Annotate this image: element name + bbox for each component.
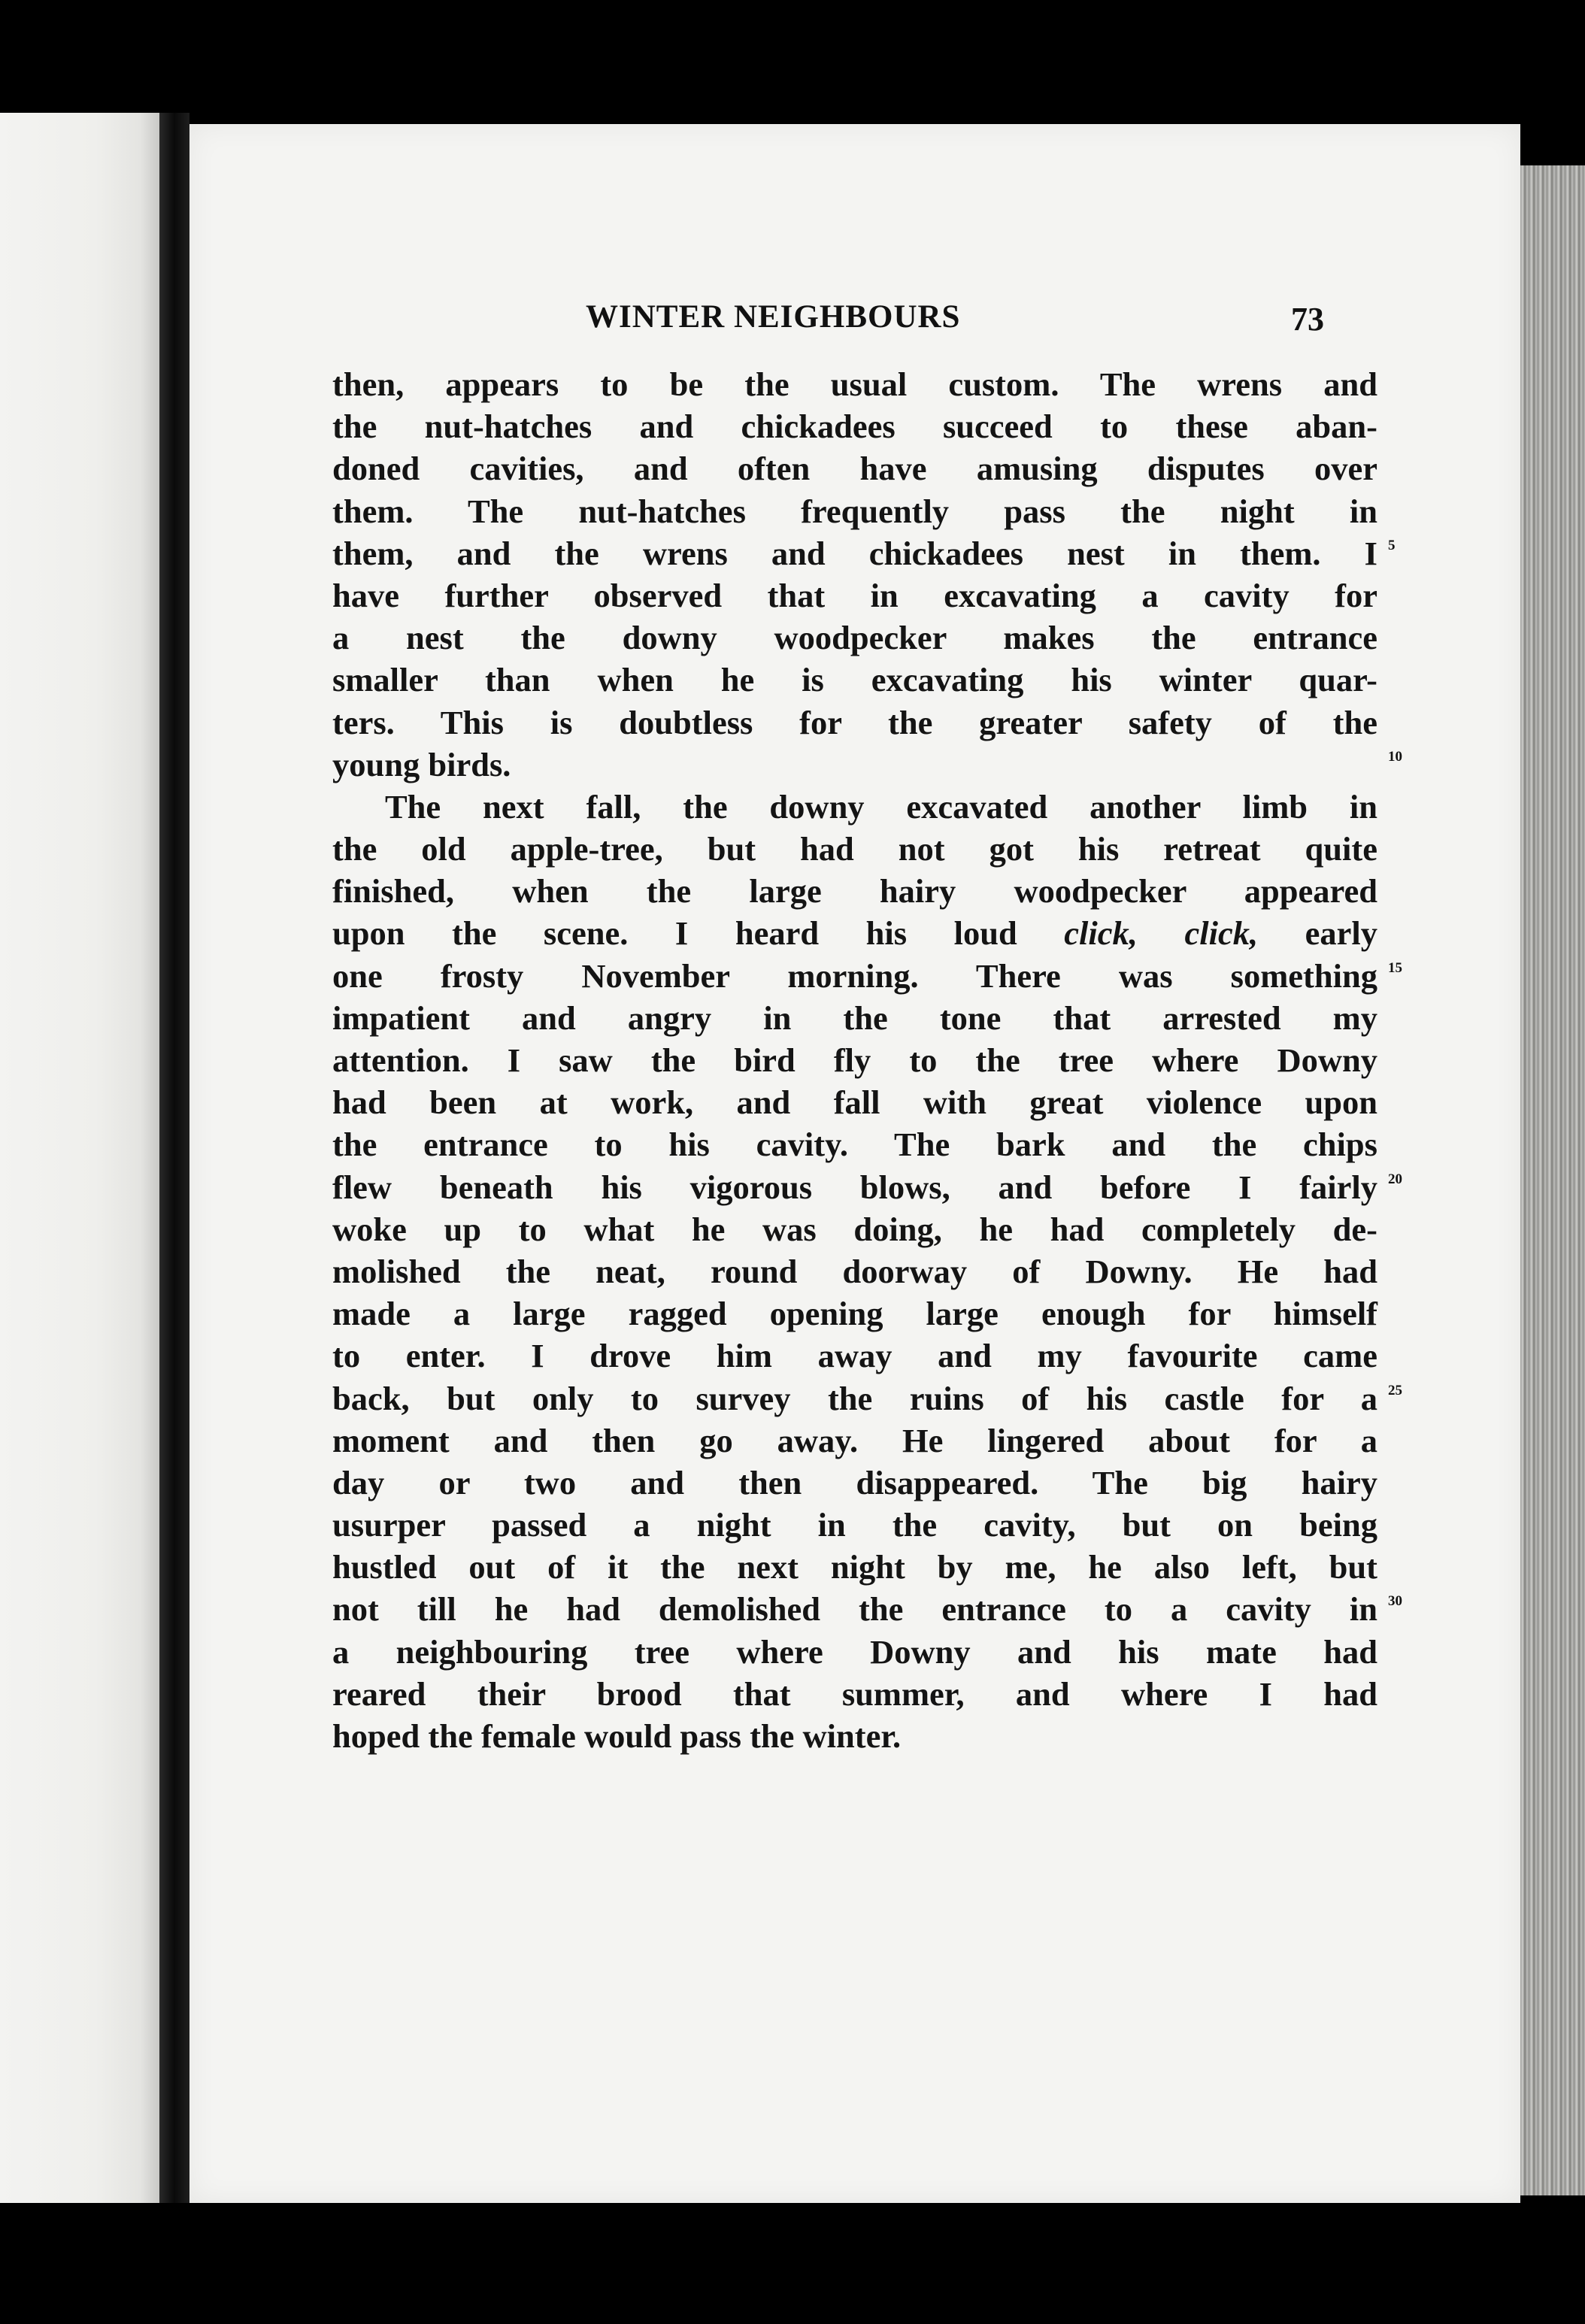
text-line: hustled out of it the next night by me, he also left, but [332, 1548, 1377, 1586]
line-number: 10 [1388, 748, 1402, 765]
text-line: smaller than when he is excavating his winter quar- [332, 661, 1377, 699]
text-line: had been at work, and fall with great violence upon [332, 1083, 1377, 1122]
text-line: flew beneath his vigorous blows, and before I fairly 20 [332, 1166, 1377, 1208]
text-line: day or two and then disappeared. The big hairy [332, 1463, 1377, 1501]
body-text [332, 363, 1402, 1757]
book-page [189, 124, 1520, 2203]
text-line: have further observed that in excavating a cavity for [332, 576, 1377, 614]
page-header [189, 298, 1520, 359]
text-line: one frosty November morning. There was something 15 [332, 955, 1377, 997]
line-number: 5 [1388, 537, 1396, 553]
text-line: doned cavities, and often have amusing disputes over [332, 450, 1377, 488]
text-line: then, appears to be the usual custom. The wrens and [332, 365, 1377, 403]
text-line: moment and then go away. He lingered about for a [332, 1421, 1377, 1459]
text-line: usurper passed a night in the cavity, but on being [332, 1506, 1377, 1544]
text-line: the nut-hatches and chickadees succeed to these aban- [332, 408, 1377, 446]
running-head: WINTER NEIGHBOURS [586, 299, 961, 335]
text-line: them. The nut-hatches frequently pass the night in [332, 492, 1377, 530]
text-line: young birds. 10 [332, 744, 1377, 786]
page-number: 73 [1291, 301, 1324, 338]
book-gutter [159, 113, 189, 2203]
text-line: made a large ragged opening large enough for himself [332, 1295, 1377, 1333]
text-line: finished, when the large hairy woodpecker appeared [332, 872, 1377, 911]
text-line: to enter. I drove him away and my favourite came [332, 1337, 1377, 1375]
text-line: a neighbouring tree where Downy and his mate had [332, 1632, 1377, 1671]
line-number: 15 [1388, 959, 1402, 976]
facing-page-edge [0, 113, 159, 2203]
italic-text: click, click, [1064, 914, 1259, 953]
text-line: upon the scene. I heard his loud click, click, early [332, 914, 1378, 953]
text-line: ters. This is doubtless for the greater safety of the [332, 703, 1377, 741]
text-line: molished the neat, round doorway of Downy. He had [332, 1252, 1377, 1290]
text-line: attention. I saw the bird fly to the tree where Downy [332, 1041, 1377, 1079]
text-line: not till he had demolished the entrance to a cavity in 30 [332, 1588, 1377, 1630]
page-stack-edge [1520, 165, 1585, 2195]
text-line: reared their brood that summer, and where I had [332, 1674, 1377, 1713]
text-line: woke up to what he was doing, he had completely de- [332, 1210, 1377, 1248]
line-number: 20 [1388, 1171, 1402, 1187]
text-line: the old apple-tree, but had not got his retreat quite [332, 830, 1377, 868]
line-number: 30 [1388, 1593, 1402, 1610]
text-line: back, but only to survey the ruins of his castle for a 25 [332, 1377, 1377, 1420]
text-line: a nest the downy woodpecker makes the entrance [332, 619, 1377, 657]
text-line: impatient and angry in the tone that arrested my [332, 998, 1377, 1037]
line-number: 25 [1388, 1382, 1402, 1398]
text-line: the entrance to his cavity. The bark and the chips [332, 1126, 1377, 1164]
text-line: them, and the wrens and chickadees nest in them. I 5 [332, 532, 1377, 574]
text-line: The next fall, the downy excavated another limb in [385, 787, 1377, 826]
text-line: hoped the female would pass the winter. [332, 1717, 902, 1755]
